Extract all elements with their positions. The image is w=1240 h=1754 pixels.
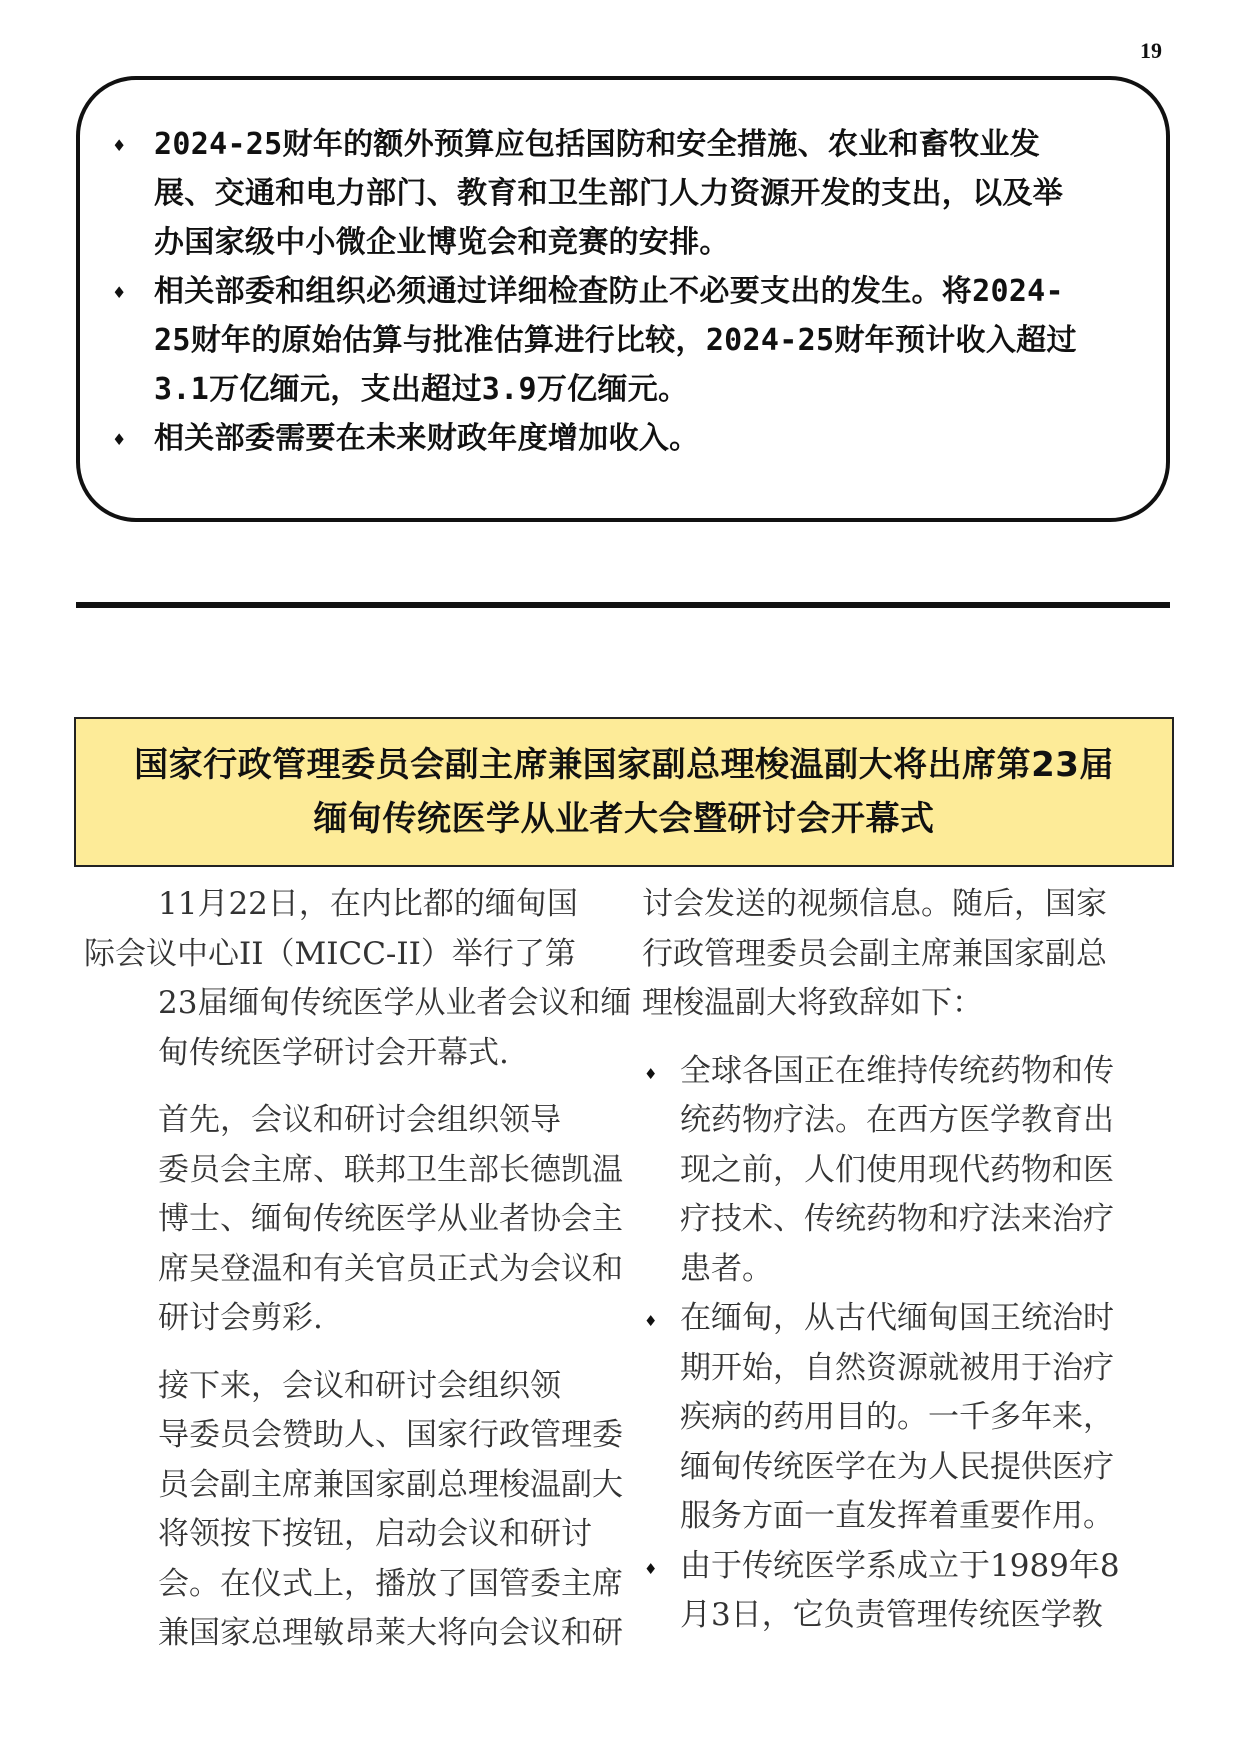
article-paragraph [84,1096,623,1344]
text-line: 患者。 [680,1250,773,1287]
summary-line: 3.1万亿缅元，支出超过3.9万亿缅元。 [154,372,689,407]
text-line: 委员会主席、联邦卫生部长德凯温 [158,1151,623,1188]
diamond-bullet-icon: ♦ [644,1064,658,1083]
article-bullet-list [642,1047,1162,1641]
summary-line: 相关部委需要在未来财政年度增加收入。 [154,421,700,456]
summary-line: 展、交通和电力部门、教育和卫生部门人力资源开发的支出，以及举 [154,176,1063,211]
summary-item [102,267,1136,414]
text-line: 员会副主席兼国家副总理梭温副大 [158,1466,623,1503]
text-line: 席吴登温和有关官员正式为会议和 [158,1250,623,1287]
summary-line: 25财年的原始估算与批准估算进行比较，2024-25财年预计收入超过 [154,323,1077,358]
article-bullet-item [642,1294,1162,1542]
text-line: 行政管理委员会副主席兼国家副总 [642,935,1107,972]
text-line: 全球各国正在维持传统药物和传 [680,1052,1114,1089]
text-line: 期开始，自然资源就被用于治疗 [680,1349,1114,1386]
left-column [84,880,632,1677]
text-line: 月3日，它负责管理传统医学教 [680,1597,1103,1633]
text-line: 23届缅甸传统医学从业者会议和缅 [158,985,632,1021]
text-line: 甸传统医学研讨会开幕式. [158,1034,509,1071]
article-paragraph [642,880,1162,1029]
text-line: 兼国家总理敏昂莱大将向会议和研 [158,1615,623,1651]
text-line: 接下来，会议和研讨会组织领 [158,1367,561,1404]
summary-line: 2024-25财年的额外预算应包括国防和安全措施、农业和畜牧业发 [154,127,1041,162]
text-line: 缅甸传统医学在为人民提供医疗 [680,1448,1114,1485]
summary-item [102,414,1136,463]
text-line: 服务方面一直发挥着重要作用。 [680,1498,1114,1534]
text-line: 统药物疗法。在西方医学教育出 [680,1102,1114,1138]
summary-line: 相关部委和组织必须通过详细检查防止不必要支出的发生。将2024- [154,274,1064,309]
text-line: 首先，会议和研讨会组织领导 [158,1102,561,1138]
page-number: 19 [1140,38,1162,63]
text-line: 在缅甸，从古代缅甸国王统治时 [680,1300,1114,1336]
text-line: 导委员会赞助人、国家行政管理委 [158,1417,623,1453]
text-line: 疗技术、传统药物和疗法来治疗 [680,1201,1114,1237]
diamond-bullet-icon: ♦ [644,1559,658,1578]
headline-line-1: 国家行政管理委员会副主席兼国家副总理梭温副大将出席第23届 [134,745,1114,785]
summary-list [102,120,1136,463]
diamond-bullet-icon: ♦ [112,136,127,155]
text-line: 疾病的药用目的。一千多年来， [680,1399,1114,1435]
text-line: 现之前，人们使用现代药物和医 [680,1151,1114,1188]
article-paragraph [84,1362,623,1659]
right-column [642,880,1162,1641]
text-line: 际会议中心II（MICC-II）举行了第 [84,935,576,972]
headline-line-2: 缅甸传统医学从业者大会暨研讨会开幕式 [313,799,935,839]
text-line: 由于传统医学系成立于1989年8 [680,1547,1120,1584]
diamond-bullet-icon: ♦ [112,430,127,449]
text-line: 讨会发送的视频信息。随后，国家 [642,886,1107,922]
summary-line: 办国家级中小微企业博览会和竞赛的安排。 [154,225,730,260]
article-paragraph [84,880,632,1078]
text-line: 博士、缅甸传统医学从业者协会主 [158,1201,623,1237]
headline-box [74,717,1174,867]
article-bullet-item [642,1047,1162,1295]
text-line: 将领按下按钮，启动会议和研讨 [158,1516,592,1552]
text-line: 11月22日，在内比都的缅甸国 [158,886,578,922]
diamond-bullet-icon: ♦ [112,283,127,302]
summary-box [76,76,1170,522]
diamond-bullet-icon: ♦ [644,1312,658,1330]
section-divider [76,602,1170,608]
text-line: 理梭温副大将致辞如下： [642,985,983,1021]
article-bullet-item [642,1542,1162,1641]
text-line: 会。在仪式上，播放了国管委主席 [158,1565,623,1602]
summary-item [102,120,1136,267]
text-line: 研讨会剪彩. [158,1300,323,1336]
